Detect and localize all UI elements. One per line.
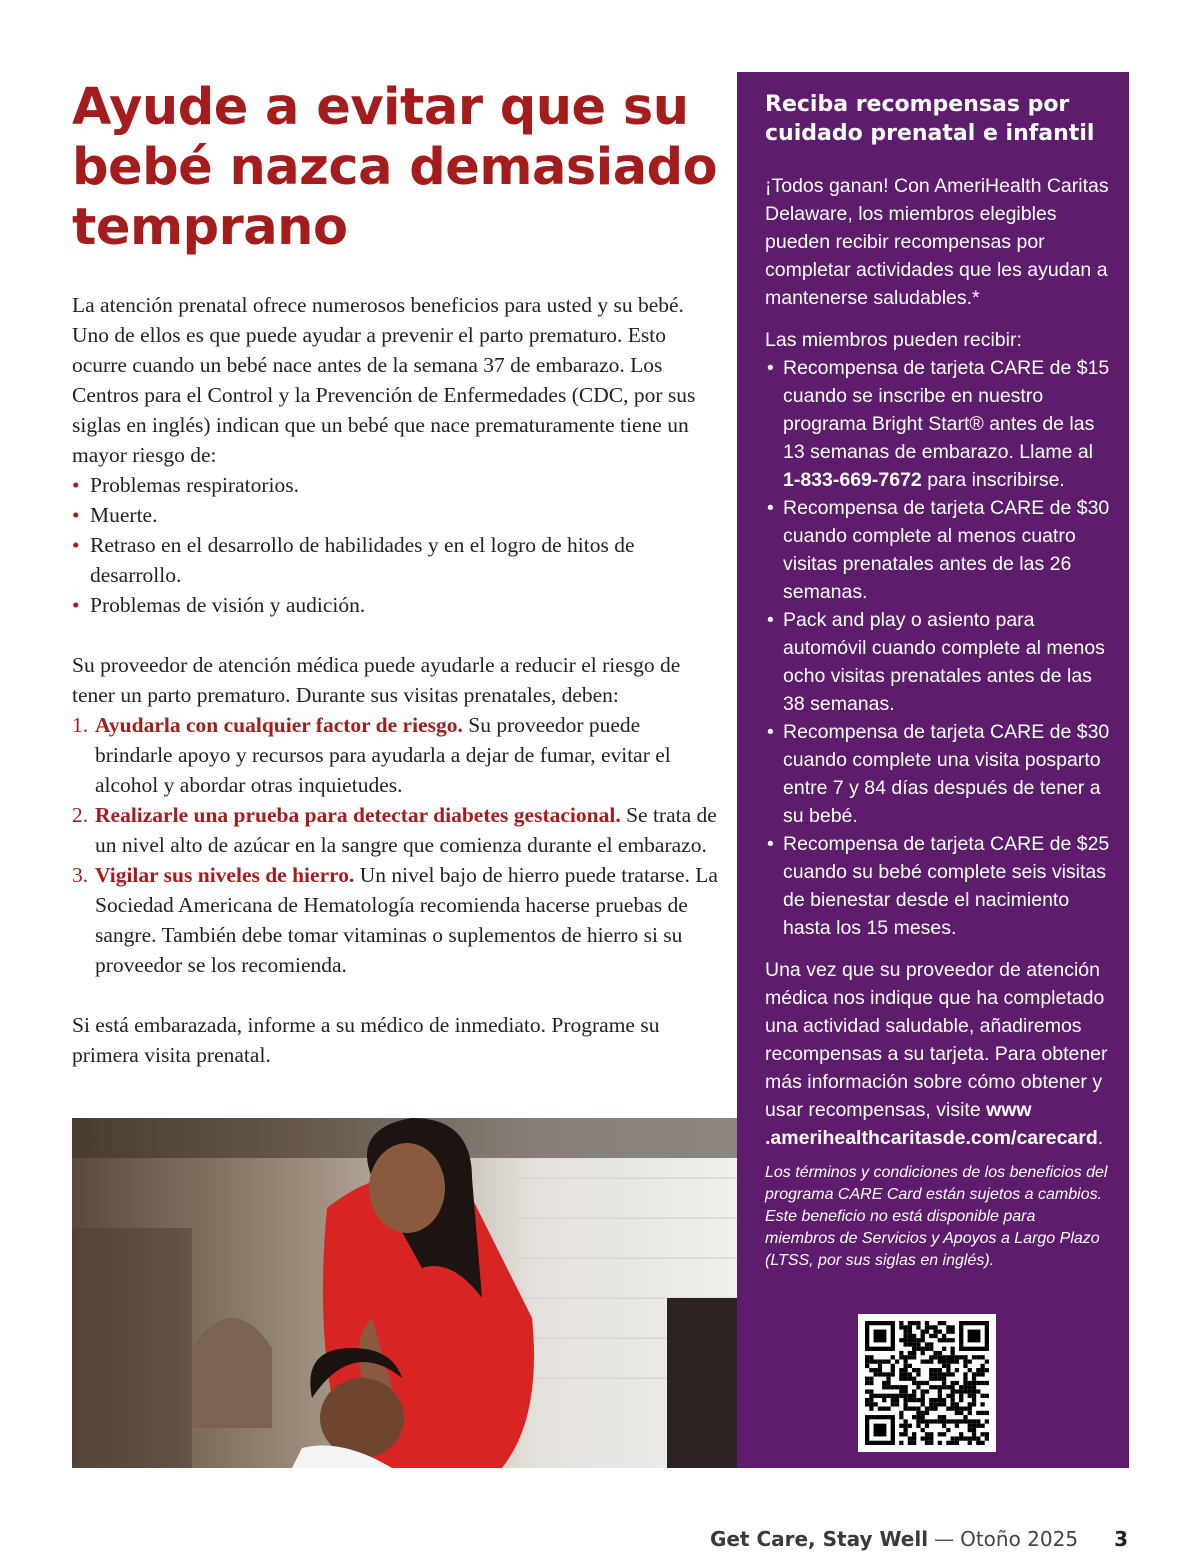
step-text: Su proveedor puede brindarle apoyo y recursos para ayudarla a dejar de fumar, evitar el alcohol y abordar otras inquietudes.: [95, 713, 671, 797]
sidebar-content: [765, 90, 1110, 1272]
carecard-link[interactable]: www .amerihealthcaritasde.com/carecard: [765, 1099, 1098, 1149]
sidebar-outro: [765, 956, 1110, 1152]
reward-item: • Recompensa de tarjeta CARE de $30 cuando complete una visita posparto entre 7 y 84 días después de tener a su bebé.: [765, 718, 1110, 830]
reward-item: • Pack and play o asiento para automóvil cuando complete al menos ocho visitas prenatales antes de las 38 semanas.: [765, 606, 1110, 718]
risk-item: • Muerte.: [72, 500, 722, 530]
members-label: Las miembros pueden recibir:: [765, 329, 1022, 351]
step-item: [72, 860, 722, 980]
step-item: [72, 800, 722, 860]
risk-list: [72, 470, 722, 620]
reward-text: para inscribirse.: [921, 469, 1065, 491]
footer-dash: —: [934, 1527, 955, 1551]
step-lead: Vigilar sus niveles de hierro.: [95, 863, 355, 887]
title-line-1: Ayude a evitar que su: [72, 78, 689, 137]
reward-text: Recompensa de tarjeta CARE de $15 cuando se inscribe en nuestro programa Bright Start® antes de las 13 semanas de embarazo. Llame al: [783, 357, 1110, 463]
risk-item: • Problemas respiratorios.: [72, 470, 722, 500]
outro-end: .: [1097, 1127, 1104, 1149]
title-line-3: temprano: [72, 198, 348, 257]
step-lead: Ayudarla con cualquier factor de riesgo.: [95, 713, 463, 737]
issue-season: Otoño 2025: [960, 1527, 1079, 1551]
magazine-name: Get Care, Stay Well: [709, 1527, 929, 1551]
reward-item: • Recompensa de tarjeta CARE de $30 cuando complete al menos cuatro visitas prenatales antes de las 26 semanas.: [765, 494, 1110, 606]
mother-child-photo: [72, 1118, 737, 1468]
step-lead: Realizarle una prueba para detectar diabetes gestacional.: [95, 803, 621, 827]
page-title: [72, 78, 722, 258]
intro-paragraph: La atención prenatal ofrece numerosos beneficios para usted y su bebé. Uno de ellos es que puede ayudar a prevenir el parto prematuro. Esto ocurre cuando un bebé nace antes de la semana 37 de embarazo. Los Centros para el Control y la Prevención de Enfermedades (CDC, por sus siglas en inglés) indican que un bebé que nace prematuramente tiene un mayor riesgo de:: [72, 293, 696, 467]
title-line-2: bebé nazca demasiado: [72, 138, 718, 197]
page-number: 3: [1114, 1527, 1128, 1551]
steps-list: [72, 710, 722, 980]
risk-item: • Problemas de visión y audición.: [72, 590, 722, 620]
title-block: [72, 78, 722, 258]
reward-item: [765, 354, 1110, 494]
step-number: 2.: [72, 803, 89, 827]
page-footer: [710, 1527, 1128, 1551]
sidebar-title: Reciba recompensas por cuidado prenatal e infantil: [765, 92, 1095, 146]
photo-illustration: [72, 1118, 737, 1468]
qr-code[interactable]: [858, 1314, 996, 1452]
closing-paragraph: Si está embarazada, informe a su médico de inmediato. Programe su primera visita prenatal.: [72, 1013, 660, 1067]
risk-item: • Retraso en el desarrollo de habilidades y en el logro de hitos de desarrollo.: [72, 530, 722, 590]
sidebar-intro: ¡Todos ganan! Con AmeriHealth Caritas Delaware, los miembros elegibles pueden recibir recompensas por completar actividades que les ayudan a mantenerse saludables.*: [765, 175, 1109, 309]
outro-text: Una vez que su proveedor de atención médica nos indique que ha completado una actividad saludable, añadiremos recompensas a su tarjeta. Para obtener más información sobre cómo obtener y usar recompensas, visite: [765, 959, 1108, 1121]
step-item: [72, 710, 722, 800]
step-text: Un nivel bajo de hierro puede tratarse. La Sociedad Americana de Hematología recomienda hacerse pruebas de sangre. También debe tomar vitaminas o suplementos de hierro si su proveedor se los recomienda.: [95, 863, 718, 977]
reward-item: • Recompensa de tarjeta CARE de $25 cuando su bebé complete seis visitas de bienestar desde el nacimiento hasta los 15 meses.: [765, 830, 1110, 942]
step-text: Se trata de un nivel alto de azúcar en la sangre que comienza durante el embarazo.: [95, 803, 717, 857]
step-number: 1.: [72, 713, 89, 737]
disclaimer: Los términos y condiciones de los beneficios del programa CARE Card están sujetos a cambios. Este beneficio no está disponible para miembros de Servicios y Apoyos a Largo Plazo (LTSS, por sus siglas en inglés).: [765, 1164, 1108, 1269]
enrollment-phone[interactable]: 1-833-669-7672: [783, 469, 922, 491]
qr-code-icon: [865, 1321, 989, 1445]
article-body: [72, 290, 722, 1070]
provider-paragraph: Su proveedor de atención médica puede ayudarle a reducir el riesgo de tener un parto prematuro. Durante sus visitas prenatales, deben:: [72, 653, 681, 707]
rewards-list: [765, 354, 1110, 942]
rewards-sidebar: [737, 72, 1129, 1468]
step-number: 3.: [72, 863, 89, 887]
